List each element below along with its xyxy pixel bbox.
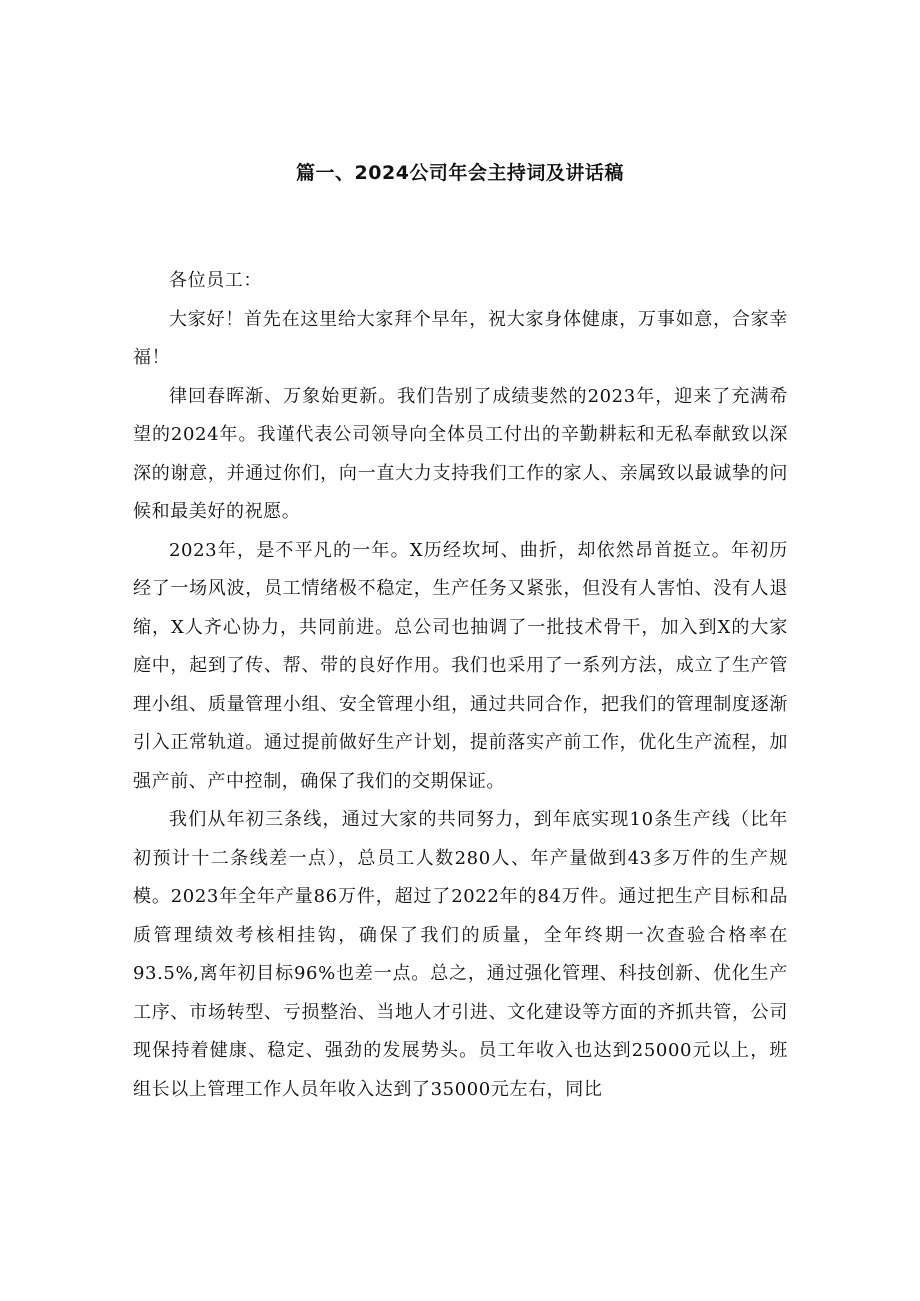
document-body (133, 262, 788, 1109)
review-paragraph: 2023年，是不平凡的一年。X历经坎坷、曲折，却依然昂首挺立。年初历经了一场风波，员工情绪极不稳定，生产任务又紧张，但没有人害怕、没有人退缩，X人齐心协力，共同前进。总公司也抽调了一批技术骨干，加入到X的大家庭中，起到了传、帮、带的良好作用。我们也采用了一系列方法，成立了生产管理小组、质量管理小组、安全管理小组，通过共同合作，把我们的管理制度逐渐引入正常轨道。通过提前做好生产计划，提前落实产前工作，优化生产流程，加强产前、产中控制，确保了我们的交期保证。 (133, 539, 788, 792)
results-paragraph: 我们从年初三条线，通过大家的共同努力，到年底实现10条生产线（比年初预计十二条线差一点），总员工人数280人、年产量做到43多万件的生产规模。2023年全年产量86万件，超过了2022年的84万件。通过把生产目标和品质管理绩效考核相挂钩，确保了我们的质量，全年终期一次查验合格率在93.5%,离年初目标96%也差一点。总之，通过强化管理、科技创新、优化生产工序、市场转型、亏损整治、当地人才引进、文化建设等方面的齐抓共管，公司现保持着健康、稳定、强劲的发展势头。员工年收入也达到25000元以上，班组长以上管理工作人员年收入达到了35000元左右，同比 (133, 809, 788, 1100)
greeting-paragraph: 大家好！首先在这里给大家拜个早年，祝大家身体健康，万事如意，合家幸福！ (133, 308, 788, 368)
salutation-paragraph: 各位员工： (169, 270, 262, 291)
document-title: 篇一、2024公司年会主持词及讲话稿 (296, 162, 624, 184)
opening-paragraph: 律回春晖渐、万象始更新。我们告别了成绩斐然的2023年，迎来了充满希望的2024年。我谨代表公司领导向全体员工付出的辛勤耕耘和无私奉献致以深深的谢意，并通过你们，向一直大力支持我们工作的家人、亲属致以最诚挚的问候和最美好的祝愿。 (133, 385, 788, 522)
